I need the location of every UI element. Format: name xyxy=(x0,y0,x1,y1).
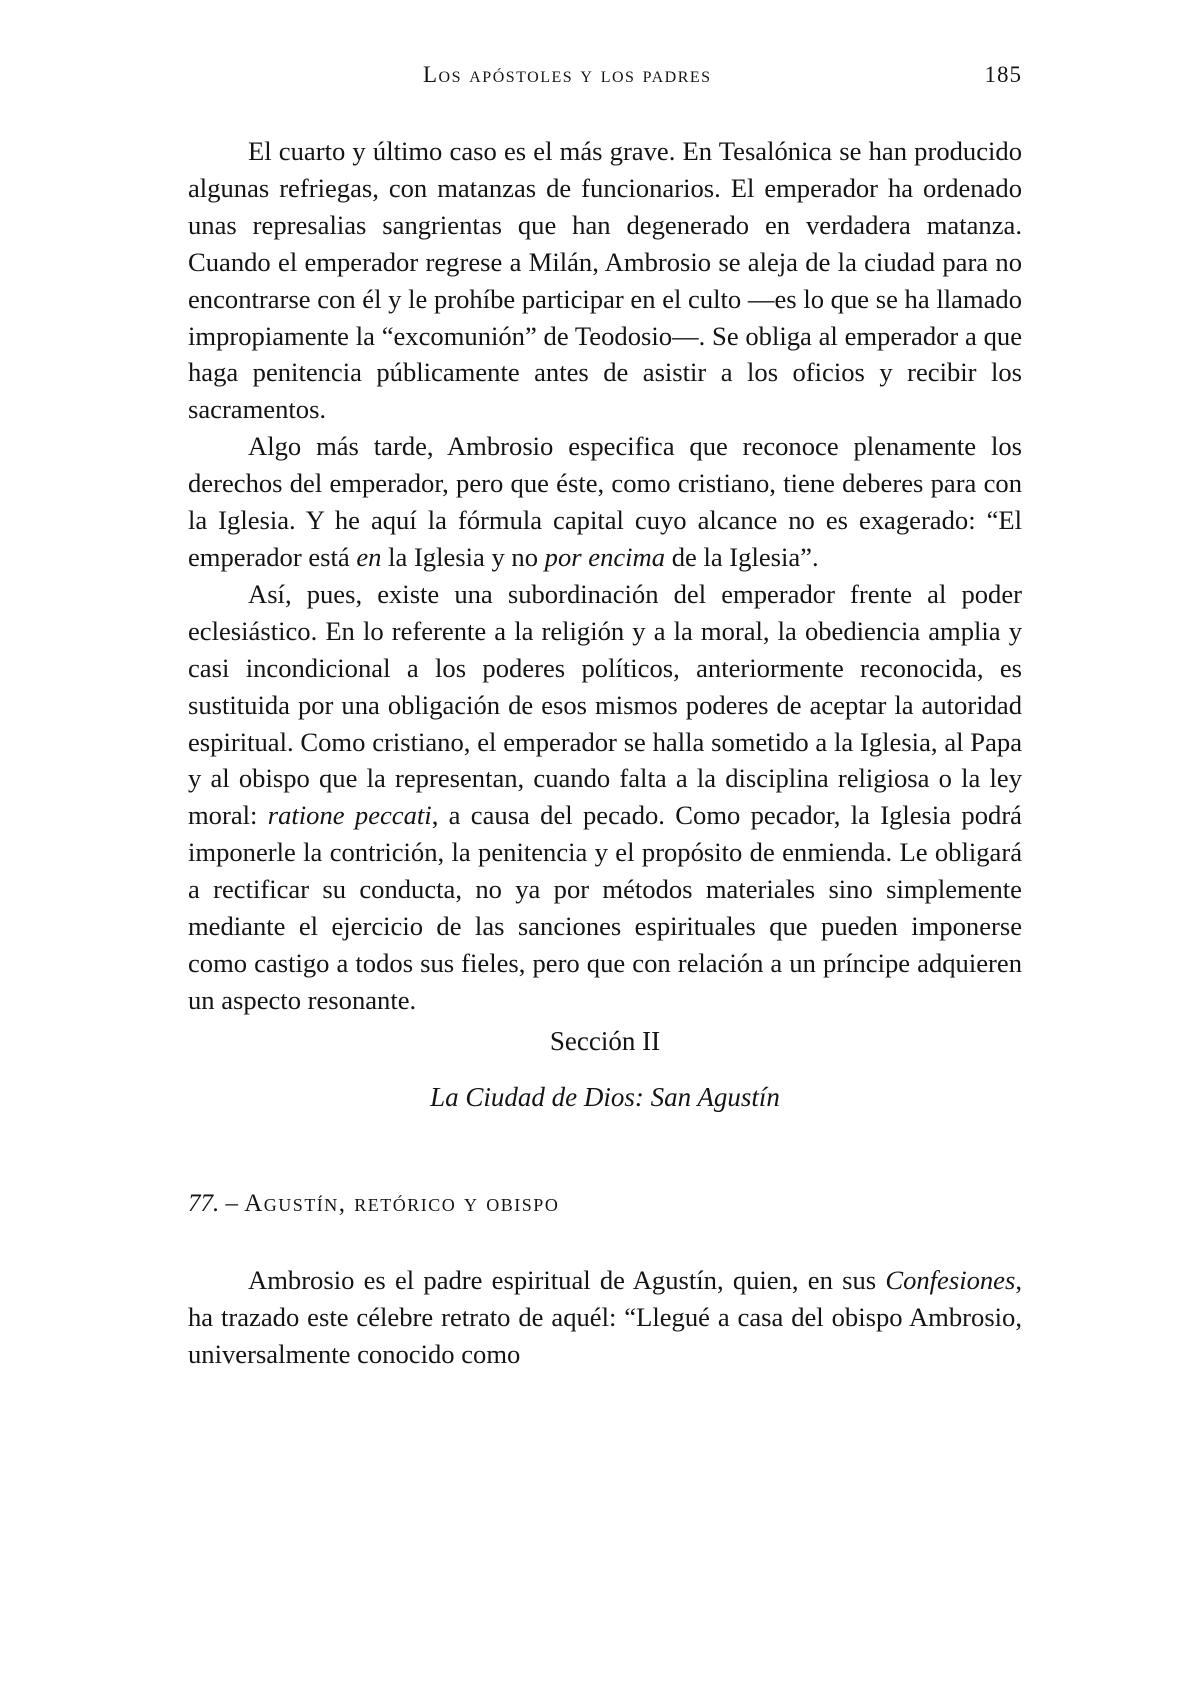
running-title: Los apóstoles y los padres xyxy=(423,62,712,87)
body-text xyxy=(188,133,1022,1019)
subheading-label: Agustín, retórico y obispo xyxy=(244,1190,560,1217)
section-title: La Ciudad de Dios: San Agustín xyxy=(430,1082,780,1112)
page-number: 185 xyxy=(984,62,1022,87)
paragraph-subordination: Así, pues, existe una subordinación del emperador frente al poder eclesiástico. En lo referente a la religión y a la moral, la obediencia amplia y casi incondicional a los poderes políticos, anteriormente reconocida, es sustituida por una obligación de esos mismos poderes de aceptar la autoridad espiritual. Como cristiano, el emperador se halla sometido a la Iglesia, al Papa y al obispo que la representan, cuando falta a la disciplina religiosa o la ley moral: ratione peccati, a causa del pecado. Como pecador, la Iglesia podrá imponerle la contrición, la penitencia y el propósito de enmienda. Le obligará a rectificar su conducta, no ya por métodos materiales sino simplemente mediante el ejercicio de las sanciones espirituales que pueden imponerse como castigo a todos sus fieles, pero que con relación a un príncipe adquieren un aspecto resonante. xyxy=(188,578,1022,1015)
subheading xyxy=(188,1190,1022,1218)
paragraph-augustine-confessions: Ambrosio es el padre espiritual de Agustín, quien, en sus Confesiones, ha trazado este célebre retrato de aquél: “Llegué a casa del obispo Ambrosio, universalmente conocido como xyxy=(188,1265,1022,1369)
final-text xyxy=(188,1262,1022,1373)
book-page xyxy=(188,0,1022,1696)
paragraph-theodosius-penance: El cuarto y último caso es el más grave. En Tesalónica se han producido algunas refriegas, con matanzas de funcionarios. El emperador ha ordenado unas represalias sangrientas que han degenerado en verdadera matanza. Cuando el emperador regrese a Milán, Ambrosio se aleja de la ciudad para no encontrarse con él y le prohíbe participar en el culto —es lo que se ha llamado impropiamente la “excomunión” de Teodosio—. Se obliga al emperador a que haga penitencia públicamente antes de asistir a los oficios y recibir los sacramentos. xyxy=(188,136,1022,425)
section-label: Sección II xyxy=(549,1026,661,1056)
running-head xyxy=(188,62,1022,102)
subheading-number: 77. – xyxy=(188,1190,238,1217)
paragraph-emperor-in-church: Algo más tarde, Ambrosio especifica que reconoce plenamente los derechos del emperador, pero que éste, como cristiano, tiene deberes para con la Iglesia. Y he aquí la fórmula capital cuyo alcance no es exagerado: “El emperador está en la Iglesia y no por encima de la Iglesia”. xyxy=(188,431,1022,572)
